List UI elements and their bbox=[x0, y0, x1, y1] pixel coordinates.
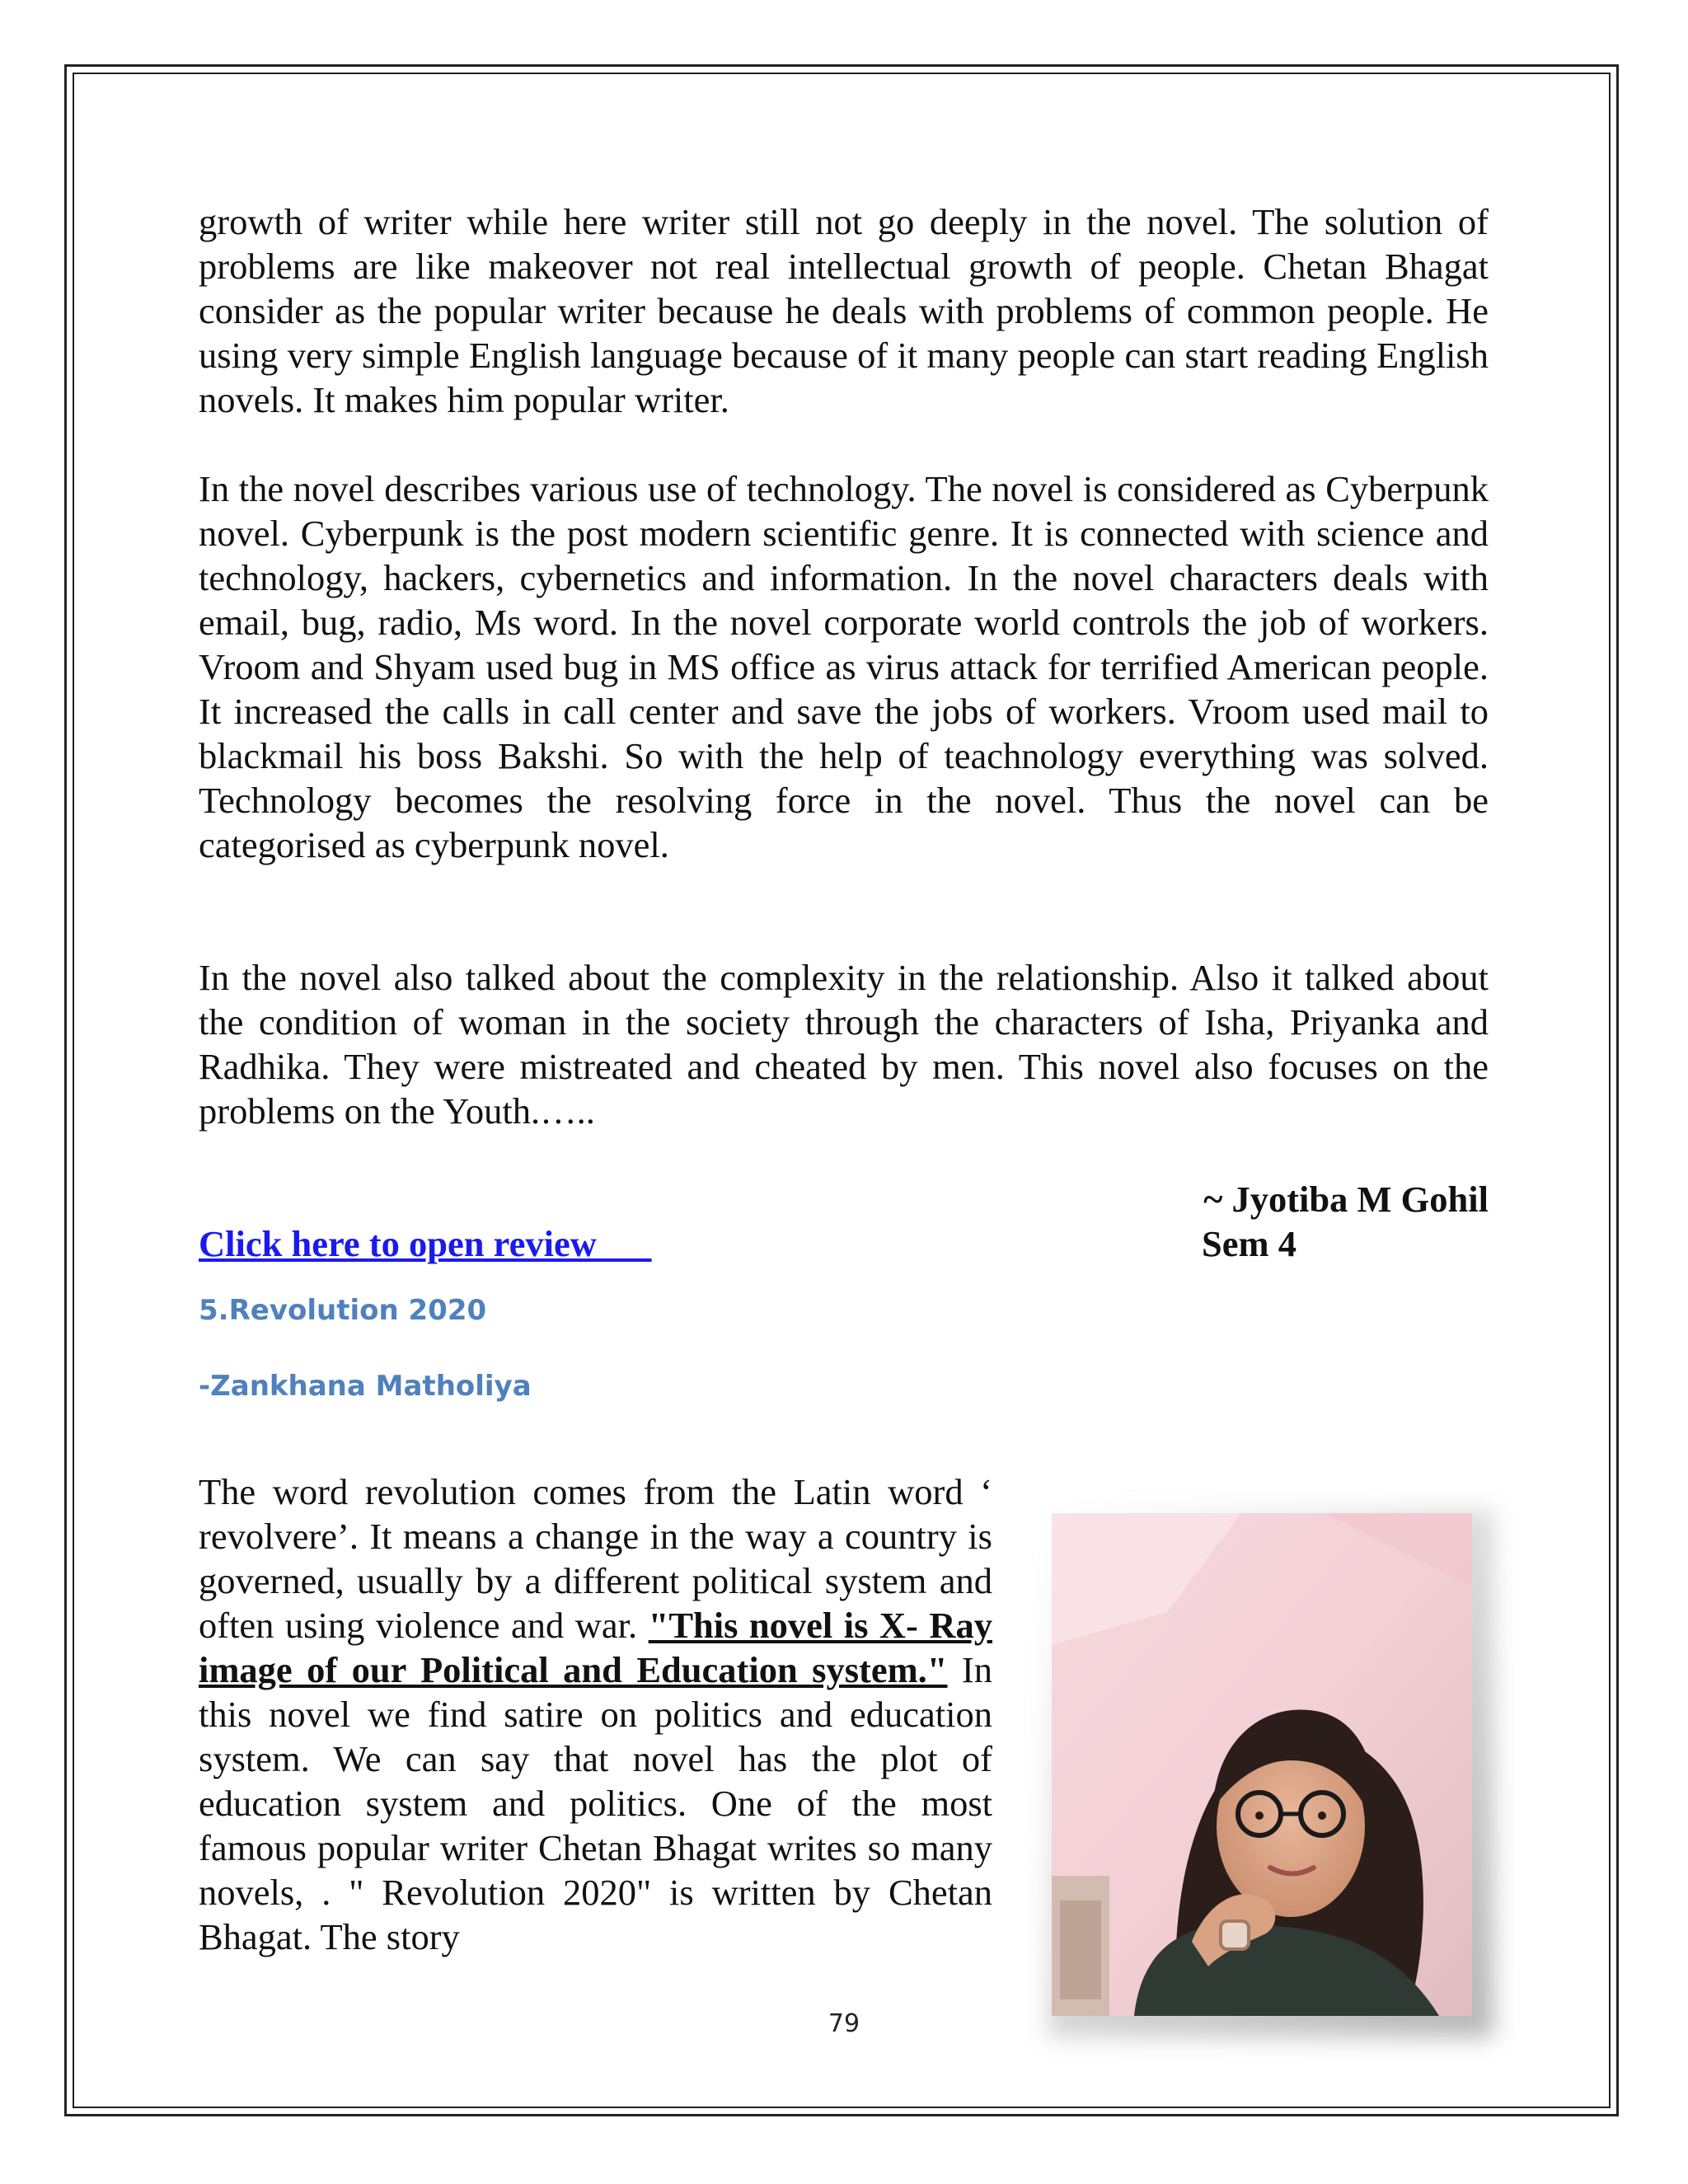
signature-name: ~ Jyotiba M Gohil bbox=[1203, 1179, 1489, 1220]
paragraph-4 bbox=[199, 1469, 992, 1959]
paragraph-4-intro: The word revolution comes from the Latin word ‘ revolvere’. It means a change in the way a country is governed, usually by a different political system and often using violence and war. bbox=[199, 1471, 992, 1646]
signature-semester: Sem 4 bbox=[1202, 1223, 1296, 1264]
paragraph-3: In the novel also talked about the complexity in the relationship. Also it talked about the condition of woman in the society through the characters of Isha, Priyanka and Radhika. They were mistreated and cheated by men. This novel also focuses on the problems on the Youth.….. bbox=[199, 957, 1489, 1132]
author-photo-illustration bbox=[1052, 1513, 1472, 2016]
section-author: -Zankhana Matholiya bbox=[199, 1370, 532, 1403]
paragraph-2: In the novel describes various use of technology. The novel is considered as Cyberpunk novel. Cyberpunk is the post modern scientific genre. It is connected with science and technology, hackers, cybernetics and information. In the novel characters deals with email, bug, radio, Ms word. In the novel corporate world controls the job of workers. Vroom and Shyam used bug in MS office as virus attack for terrified American people. It increased the calls in call center and save the jobs of workers. Vroom used mail to blackmail his boss Bakshi. So with the help of teachnology everything was solved. Technology becomes the resolving force in the novel. Thus the novel can be categorised as cyberpunk novel. bbox=[199, 468, 1489, 865]
paragraph-1: growth of writer while here writer still not go deeply in the novel. The solution of problems are like makeover not real intellectual growth of people. Chetan Bhagat consider as the popular writer because he deals with problems of common people. He using very simple English language because of it many people can start reading English novels. It makes him popular writer. bbox=[199, 201, 1489, 420]
author-photo bbox=[1052, 1513, 1472, 2016]
paragraph-4-quote: "This novel is X- Ray image of our Political and Education system." bbox=[199, 1605, 992, 1690]
section-title: 5.Revolution 2020 bbox=[199, 1294, 487, 1327]
page-number: 79 bbox=[828, 2009, 860, 2038]
open-review-link[interactable]: Click here to open review bbox=[199, 1223, 652, 1264]
paragraph-4-rest: In this novel we find satire on politics and education system. We can say that novel has the plot of education system and politics. One of the most famous popular writer Chetan Bhagat writes so many novels, . " Revolution 2020" is written by Chetan Bhagat. The story bbox=[199, 1649, 992, 1957]
